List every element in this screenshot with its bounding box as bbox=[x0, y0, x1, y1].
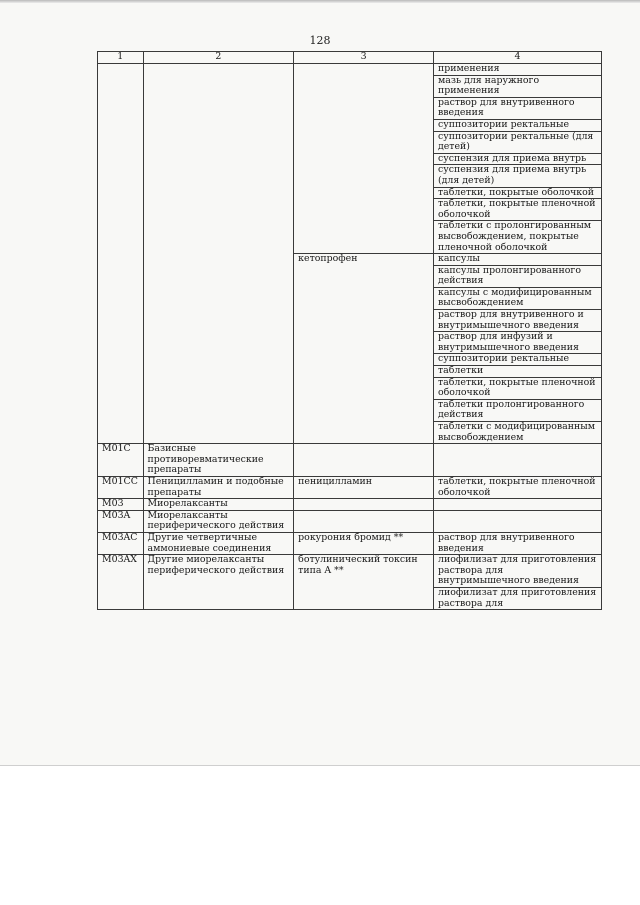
table-header-row bbox=[98, 52, 602, 64]
atc-code-cell: M03 bbox=[98, 499, 144, 511]
dosage-form-cell: таблетки с пролонгированным высвобождением, покрытые пленочной оболочкой bbox=[433, 221, 601, 254]
table-row bbox=[98, 64, 602, 76]
substance-cell: ботулинический токсин типа A ** bbox=[294, 555, 434, 610]
substance-cell: рокурония бромид ** bbox=[294, 532, 434, 554]
table-row bbox=[98, 476, 602, 498]
atc-group-cell: Другие четвертичные аммониевые соединения bbox=[143, 532, 294, 554]
dosage-form-cell: мазь для наружного применения bbox=[433, 75, 601, 97]
dosage-form-cell: лиофилизат для приготовления раствора для bbox=[433, 587, 601, 609]
dosage-form-cell: применения bbox=[433, 64, 601, 76]
dosage-form-cell bbox=[433, 499, 601, 511]
blank-area bbox=[0, 766, 640, 905]
dosage-form-cell: таблетки, покрытые оболочкой bbox=[433, 187, 601, 199]
scan-edge bbox=[0, 0, 640, 3]
atc-code-cell: M03AC bbox=[98, 532, 144, 554]
table-row bbox=[98, 510, 602, 532]
dosage-form-cell: таблетки с модифицированным высвобождением bbox=[433, 422, 601, 444]
dosage-form-cell: раствор для инфузий и внутримышечного введения bbox=[433, 332, 601, 354]
header-col-3: 3 bbox=[294, 52, 434, 64]
dosage-form-cell: капсулы bbox=[433, 254, 601, 266]
dosage-form-cell: таблетки, покрытые пленочной оболочкой bbox=[433, 476, 601, 498]
dosage-form-cell bbox=[433, 510, 601, 532]
atc-code-cell: M03A bbox=[98, 510, 144, 532]
substance-cell bbox=[294, 499, 434, 511]
atc-code-cell bbox=[98, 64, 144, 444]
header-col-2: 2 bbox=[143, 52, 294, 64]
atc-group-cell: Миорелаксанты bbox=[143, 499, 294, 511]
atc-group-cell: Базисные противоревматические препараты bbox=[143, 444, 294, 477]
atc-code-cell: M01C bbox=[98, 444, 144, 477]
dosage-form-cell: суппозитории ректальные (для детей) bbox=[433, 131, 601, 153]
atc-group-cell: Другие миорелаксанты периферического действия bbox=[143, 555, 294, 610]
substance-cell bbox=[294, 444, 434, 477]
page-number: 128 bbox=[309, 34, 331, 47]
dosage-form-cell: раствор для внутривенного и внутримышечного введения bbox=[433, 310, 601, 332]
substance-cell: пеницилламин bbox=[294, 476, 434, 498]
atc-code-cell: M03AX bbox=[98, 555, 144, 610]
table-row bbox=[98, 532, 602, 554]
dosage-form-cell: суспензия для приема внутрь (для детей) bbox=[433, 165, 601, 187]
atc-group-cell: Миорелаксанты периферического действия bbox=[143, 510, 294, 532]
dosage-form-cell bbox=[433, 444, 601, 477]
dosage-form-cell: таблетки, покрытые пленочной оболочкой bbox=[433, 199, 601, 221]
atc-code-cell: M01CC bbox=[98, 476, 144, 498]
header-col-4: 4 bbox=[433, 52, 601, 64]
drug-list-table bbox=[97, 51, 602, 610]
dosage-form-cell: суспензия для приема внутрь bbox=[433, 153, 601, 165]
substance-cell: кетопрофен bbox=[294, 254, 434, 444]
table-row bbox=[98, 499, 602, 511]
substance-cell bbox=[294, 64, 434, 254]
atc-group-cell bbox=[143, 64, 294, 444]
table-row bbox=[98, 555, 602, 588]
dosage-form-cell: капсулы пролонгированного действия bbox=[433, 265, 601, 287]
dosage-form-cell: таблетки bbox=[433, 366, 601, 378]
dosage-form-cell: раствор для внутривенного введения bbox=[433, 532, 601, 554]
dosage-form-cell: лиофилизат для приготовления раствора для внутримышечного введения bbox=[433, 555, 601, 588]
header-col-1: 1 bbox=[98, 52, 144, 64]
dosage-form-cell: таблетки, покрытые пленочной оболочкой bbox=[433, 377, 601, 399]
dosage-form-cell: суппозитории ректальные bbox=[433, 354, 601, 366]
substance-cell bbox=[294, 510, 434, 532]
dosage-form-cell: таблетки пролонгированного действия bbox=[433, 399, 601, 421]
dosage-form-cell: капсулы с модифицированным высвобождением bbox=[433, 287, 601, 309]
dosage-form-cell: суппозитории ректальные bbox=[433, 119, 601, 131]
atc-group-cell: Пеницилламин и подобные препараты bbox=[143, 476, 294, 498]
dosage-form-cell: раствор для внутривенного введения bbox=[433, 97, 601, 119]
table-row bbox=[98, 444, 602, 477]
